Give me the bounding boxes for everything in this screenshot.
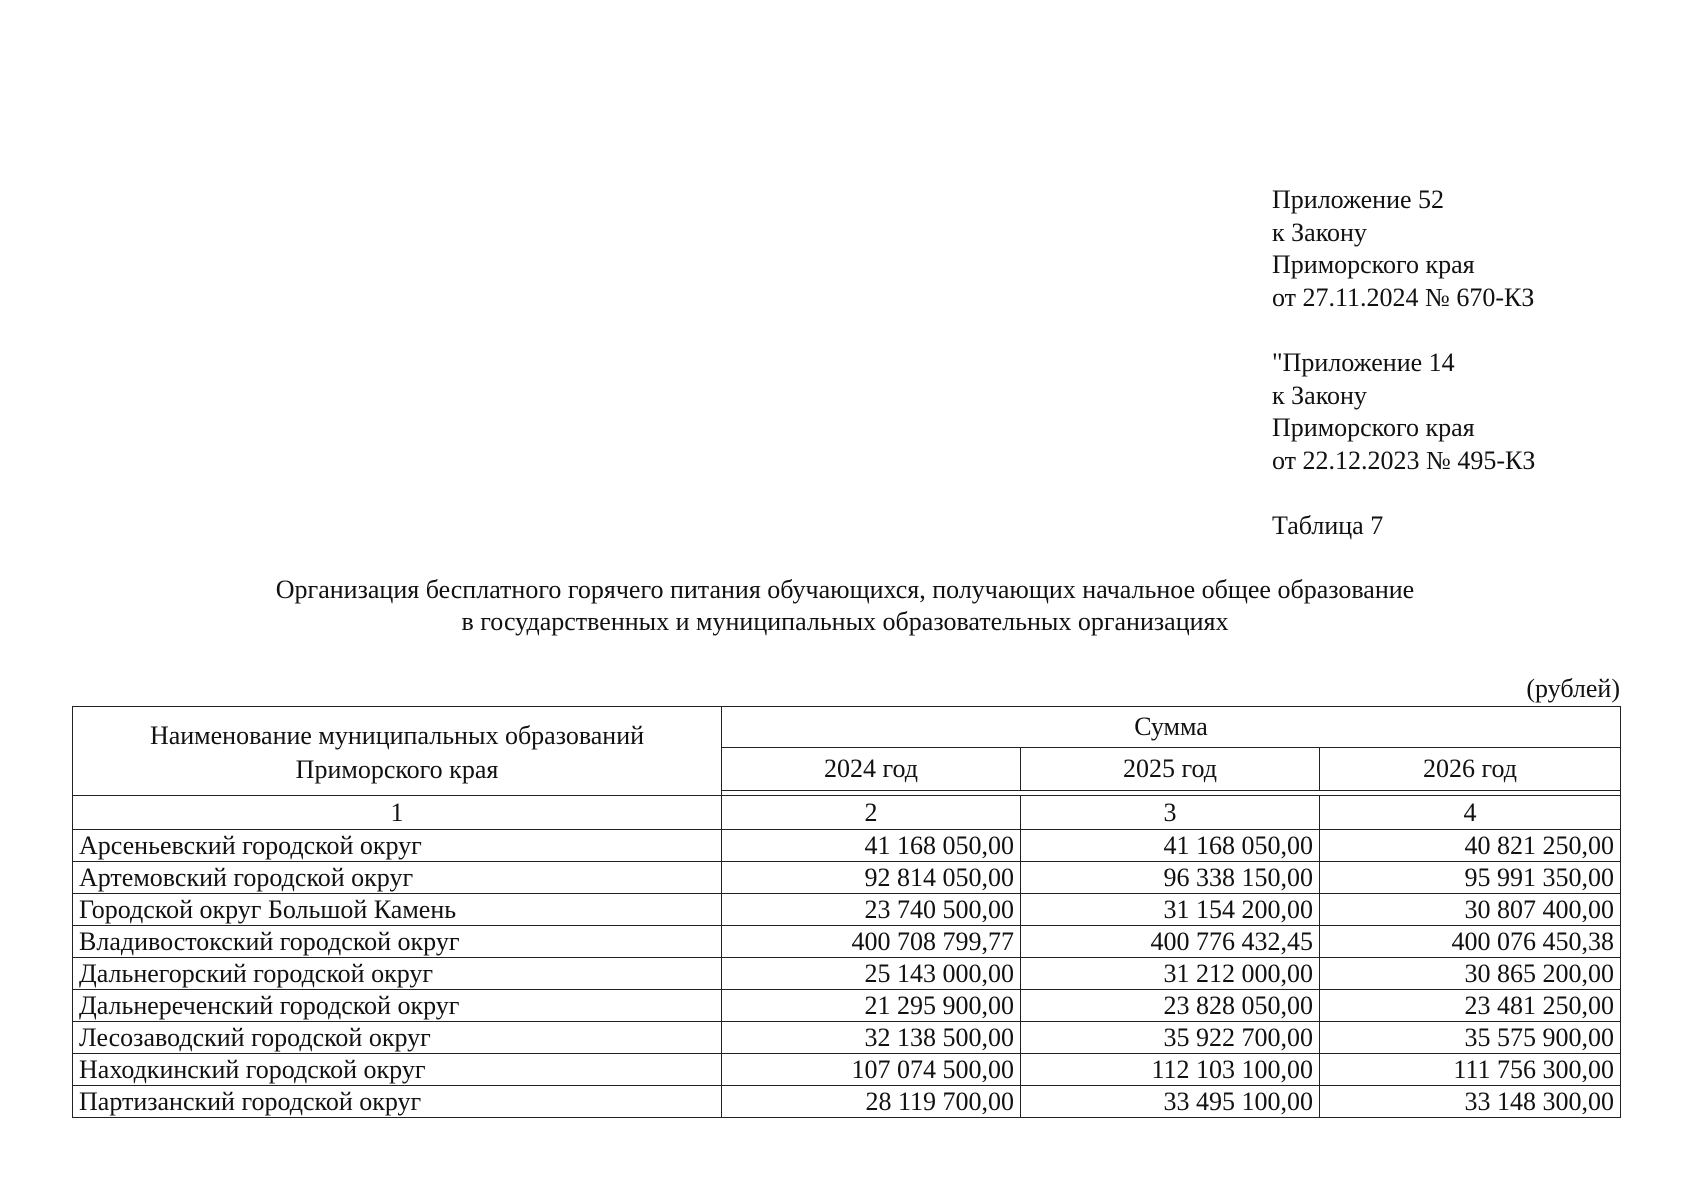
column-number-3: 3 bbox=[1021, 796, 1320, 830]
header-sum-cell: Сумма bbox=[722, 707, 1621, 748]
appendix-current-line1: Приложение 52 bbox=[1272, 185, 1445, 214]
amount-2025: 112 103 100,00 bbox=[1021, 1054, 1320, 1086]
amount-2025: 96 338 150,00 bbox=[1021, 862, 1320, 894]
amount-2024: 23 740 500,00 bbox=[722, 894, 1021, 926]
header-name-line1: Наименование муниципальных образований bbox=[149, 721, 645, 750]
appendix-current-header bbox=[1272, 184, 1534, 314]
header-year-2024: 2024 год bbox=[722, 748, 1021, 791]
municipality-name: Городской округ Большой Камень bbox=[73, 894, 722, 926]
table-row bbox=[73, 862, 1621, 894]
header-name-line2: Приморского края bbox=[295, 755, 499, 784]
amount-2026: 23 481 250,00 bbox=[1320, 990, 1621, 1022]
amount-2025: 33 495 100,00 bbox=[1021, 1086, 1320, 1118]
amount-2024: 21 295 900,00 bbox=[722, 990, 1021, 1022]
amount-2026: 33 148 300,00 bbox=[1320, 1086, 1621, 1118]
table-row bbox=[73, 926, 1621, 958]
document-title bbox=[150, 574, 1540, 638]
amount-2026: 40 821 250,00 bbox=[1320, 830, 1621, 862]
title-line2: в государственных и муниципальных образовательных организациях bbox=[461, 607, 1229, 636]
column-number-2: 2 bbox=[722, 796, 1021, 830]
header-year-2026: 2026 год bbox=[1320, 748, 1621, 791]
appendix-original-line3: Приморского края bbox=[1272, 413, 1475, 442]
amount-2026: 30 807 400,00 bbox=[1320, 894, 1621, 926]
amount-2026: 111 756 300,00 bbox=[1320, 1054, 1621, 1086]
amount-2024: 28 119 700,00 bbox=[722, 1086, 1021, 1118]
amount-2026: 30 865 200,00 bbox=[1320, 958, 1621, 990]
column-number-row bbox=[73, 796, 1621, 830]
title-line1: Организация бесплатного горячего питания обучающихся, получающих начальное общее образование bbox=[275, 575, 1415, 604]
amount-2026: 35 575 900,00 bbox=[1320, 1022, 1621, 1054]
table-row bbox=[73, 990, 1621, 1022]
table-number: Таблица 7 bbox=[1272, 511, 1384, 540]
municipality-name: Артемовский городской округ bbox=[73, 862, 722, 894]
amount-2025: 400 776 432,45 bbox=[1021, 926, 1320, 958]
column-number-1: 1 bbox=[73, 796, 722, 830]
appendix-original-line1: "Приложение 14 bbox=[1272, 348, 1455, 377]
municipality-name: Находкинский городской округ bbox=[73, 1054, 722, 1086]
municipality-name: Арсеньевский городской округ bbox=[73, 830, 722, 862]
appendix-original-line4: от 22.12.2023 № 495-КЗ bbox=[1272, 445, 1536, 475]
amount-2024: 32 138 500,00 bbox=[722, 1022, 1021, 1054]
municipality-name: Владивостокский городской округ bbox=[73, 926, 722, 958]
amount-2026: 400 076 450,38 bbox=[1320, 926, 1621, 958]
amount-2024: 92 814 050,00 bbox=[722, 862, 1021, 894]
municipality-name: Дальнереченский городской округ bbox=[73, 990, 722, 1022]
amount-2025: 41 168 050,00 bbox=[1021, 830, 1320, 862]
amount-2025: 23 828 050,00 bbox=[1021, 990, 1320, 1022]
municipality-name: Лесозаводский городской округ bbox=[73, 1022, 722, 1054]
table-row bbox=[73, 894, 1621, 926]
amount-2025: 35 922 700,00 bbox=[1021, 1022, 1320, 1054]
table-row bbox=[73, 1022, 1621, 1054]
header-name-cell bbox=[73, 707, 722, 796]
amount-2024: 25 143 000,00 bbox=[722, 958, 1021, 990]
amount-2024: 400 708 799,77 bbox=[722, 926, 1021, 958]
column-number-4: 4 bbox=[1320, 796, 1621, 830]
table-row bbox=[73, 1054, 1621, 1086]
appendix-current-line2: к Закону bbox=[1272, 217, 1367, 247]
appendix-original-header bbox=[1272, 347, 1535, 477]
header-row bbox=[73, 707, 1621, 748]
table-row bbox=[73, 1086, 1621, 1118]
municipality-name: Партизанский городской округ bbox=[73, 1086, 722, 1118]
municipality-name: Дальнегорский городской округ bbox=[73, 958, 722, 990]
header-year-2025: 2025 год bbox=[1021, 748, 1320, 791]
amount-2026: 95 991 350,00 bbox=[1320, 862, 1621, 894]
table-row bbox=[73, 958, 1621, 990]
unit-label: (рублей) bbox=[1526, 674, 1620, 703]
table-row bbox=[73, 830, 1621, 862]
amount-2024: 107 074 500,00 bbox=[722, 1054, 1021, 1086]
appendix-original-line2: к Закону bbox=[1272, 380, 1367, 410]
appendix-current-line4: от 27.11.2024 № 670-КЗ bbox=[1272, 282, 1535, 312]
amount-2025: 31 154 200,00 bbox=[1021, 894, 1320, 926]
amount-2025: 31 212 000,00 bbox=[1021, 958, 1320, 990]
budget-table bbox=[72, 706, 1621, 1118]
amount-2024: 41 168 050,00 bbox=[722, 830, 1021, 862]
appendix-current-line3: Приморского края bbox=[1272, 250, 1475, 279]
